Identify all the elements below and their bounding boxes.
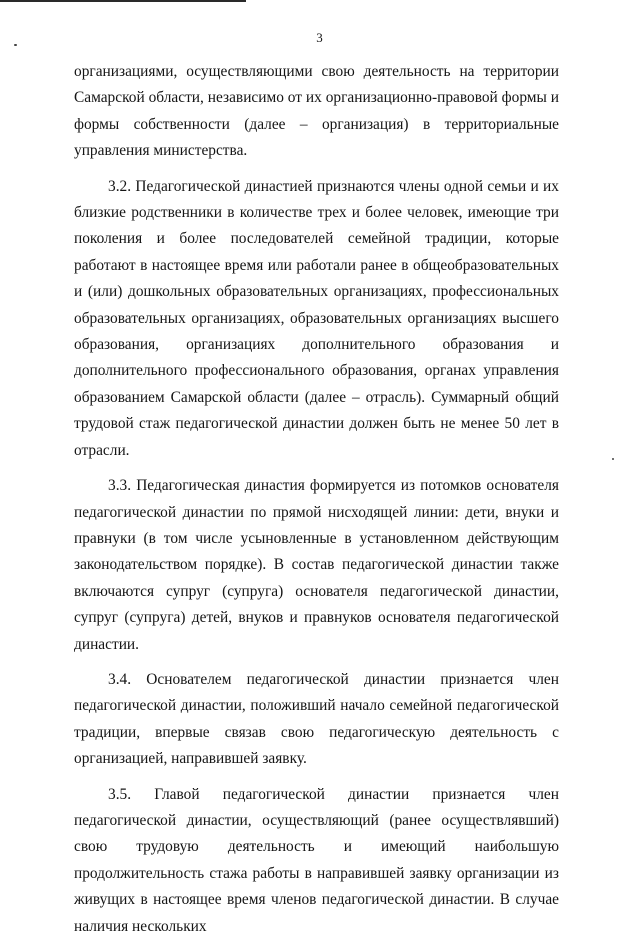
- paragraph-3-3: 3.3. Педагогическая династия формируется из потомков основателя педагогической династии по прямой нисходящей линии: дети, внуки и правнуки (в том числе усыновленные в установленном действующим законодательством порядке). В состав педагогической династии также включаются супруг (супруга) основателя педагогической династии, супруг (супруга) детей, внуков и правнуков основателя педагогической династии.: [74, 477, 559, 653]
- scan-artifact-dot: [612, 458, 614, 460]
- scan-artifact-line: [0, 0, 246, 2]
- paragraph-3-5: 3.5. Главой педагогической династии признается член педагогической династии, осуществляющий (ранее осуществлявший) свою трудовую деятельность и имеющий наибольшую продолжительность стажа работы в направившей заявку организации из живущих в настоящее время членов педагогической династии. В случае наличия нескольких: [74, 785, 559, 935]
- document-body: [74, 59, 559, 940]
- page-number: 3: [316, 30, 323, 45]
- paragraph-3-2: 3.2. Педагогической династией признаются члены одной семьи и их близкие родственники в количестве трех и более человек, имеющие три поколения и более последователей семейной традиции, которые работают в настоящее время или работали ранее в общеобразовательных и (или) дошкольных образовательных организациях, профессиональных образовательных организациях, образовательных организациях высшего образования, организациях дополнительного образования и дополнительного профессионального образования, органах управления образованием Самарской области (далее – отрасль). Суммарный общий трудовой стаж педагогической династии должен быть не менее 50 лет в отрасли.: [74, 177, 559, 459]
- paragraph-3-4: 3.4. Основателем педагогической династии признается член педагогической династии, положивший начало семейной педагогической традиции, впервые связав свою педагогическую деятельность с организацией, направившей заявку.: [74, 670, 559, 768]
- paragraph-continuation: организациями, осуществляющими свою деятельность на территории Самарской области, независимо от их организационно-правовой формы и формы собственности (далее – организация) в территориальные управления министерства.: [74, 63, 559, 160]
